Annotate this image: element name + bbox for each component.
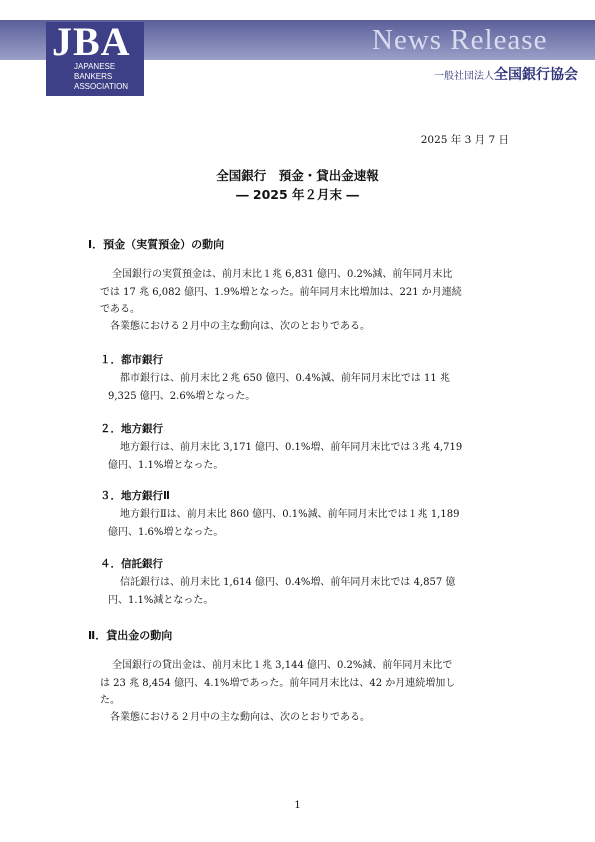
- title-line-2: ― 2025 年２月末 ―: [236, 187, 359, 202]
- logo-text: JBA: [52, 19, 131, 64]
- release-date: 2025 年 3 月 7 日: [420, 134, 509, 146]
- page-number: 1: [294, 800, 301, 811]
- item-2-heading: ２．地方銀行: [100, 423, 163, 435]
- jba-logo: [46, 19, 144, 96]
- organization-name: 一般社団法人全国銀行協会: [434, 67, 578, 83]
- logo-subtext: JAPANESE BANKERS ASSOCIATION: [74, 62, 129, 91]
- news-release-banner: News Release: [372, 24, 548, 56]
- section-1-heading: Ⅰ．預金（実質預金）の動向: [88, 238, 225, 251]
- section-2-heading: Ⅱ．貸出金の動向: [88, 629, 173, 642]
- item-1-heading: １．都市銀行: [100, 354, 163, 366]
- document-title: [0, 166, 595, 204]
- item-4-heading: ４．信託銀行: [100, 558, 163, 570]
- item-3-heading: ３．地方銀行Ⅱ: [100, 490, 170, 502]
- title-line-1: 全国銀行 預金・貸出金速報: [216, 168, 379, 183]
